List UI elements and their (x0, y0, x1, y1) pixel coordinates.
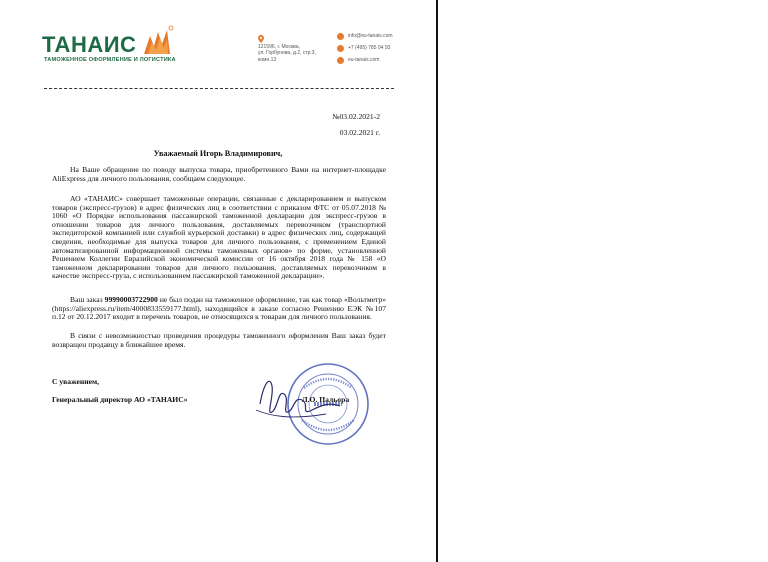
paragraph-order (52, 296, 386, 322)
letter-date: 03.02.2021 г. (339, 128, 380, 137)
stamp-and-signature (230, 360, 390, 460)
website-text[interactable]: eu-tanais.com (348, 57, 380, 63)
order-number: 99990003722900 (104, 295, 158, 304)
phone-icon (337, 45, 344, 52)
signer-title: Генеральный директор АО «ТАНАИС» (52, 395, 188, 404)
letter-greeting: Уважаемый Игорь Владимирович, (153, 149, 283, 158)
letter-number: №03.02.2021-2 (332, 112, 380, 121)
paragraph-legal: АО «ТАНАИС» совершает таможенные операции, связанные с декларированием и выпуском товаров (экспресс-грузов) в адрес физических лиц в соответствии с приказом ФТС от 05.07.2018 № 1060 «О Порядке использования пассажирской таможенной декларации для экспресс-грузов в отношении товаров для личного пользования, доставляемых перевозчиком (транспортной экспедиторской компанией или службой курьерской доставки) в адрес физических лиц, содержащей сведения, необходимые для выпуска товаров для личного пользования, с применением Единой автоматизированной информационной системы таможенных органов» по форме, установленной Решением Коллегии Евразийской экономической комиссии от 16 октября 2018 года № 158 «О таможенном декларировании товаров для личного пользования, доставляемых перевозчиком в качестве экспресс-груза, с использованием пассажирской таможенной декларации». (52, 194, 386, 281)
address-line: ул. Горбунова, д.2, стр.3, (258, 50, 316, 57)
header-divider (44, 88, 394, 91)
handwritten-signature (256, 381, 340, 417)
location-pin-icon (258, 35, 264, 43)
closing: С уважением, (52, 377, 100, 386)
phone-row (337, 45, 393, 57)
page-edge-divider (436, 0, 438, 562)
company-contacts (337, 33, 393, 69)
phone-text: +7 (495) 785 04 93 (348, 45, 391, 51)
paragraph-return: В связи с невозможностью проведения процедуры таможенного оформления Ваш заказ будет возвращен продавцу в ближайшее время. (52, 331, 386, 349)
signer-name: Л.О. Пальора (302, 395, 350, 404)
email-row (337, 33, 393, 45)
email-text[interactable]: info@eu-tanais.com (348, 33, 393, 39)
logo-text: ТАНАИС (42, 32, 137, 57)
globe-icon (337, 57, 344, 64)
email-icon (337, 33, 344, 40)
order-text: не был подан на таможенное оформление, так как товар «Вольтметр» (https://aliexpress.ru/item/4000833559177.html), находящийся в заказе согласно Решению ЕЭК №107 п.12 от 20.12.2017 входит в перечень товаров, не относящихся к товарам для личного пользования. (52, 295, 387, 322)
order-prefix: Ваш заказ (70, 295, 103, 304)
address-line: 121596, г. Москва, (258, 44, 300, 50)
logo-flame-icon (140, 24, 174, 58)
logo-tagline: ТАМОЖЕННОЕ ОФОРМЛЕНИЕ И ЛОГИСТИКА (44, 57, 176, 63)
website-row (337, 57, 393, 69)
address-line: комн.13 (258, 56, 277, 63)
paragraph-intro: На Ваше обращение по поводу выпуска товара, приобретенного Вами на интернет-площадке AliExpress для личного пользования, сообщаем следующее. (52, 165, 386, 183)
